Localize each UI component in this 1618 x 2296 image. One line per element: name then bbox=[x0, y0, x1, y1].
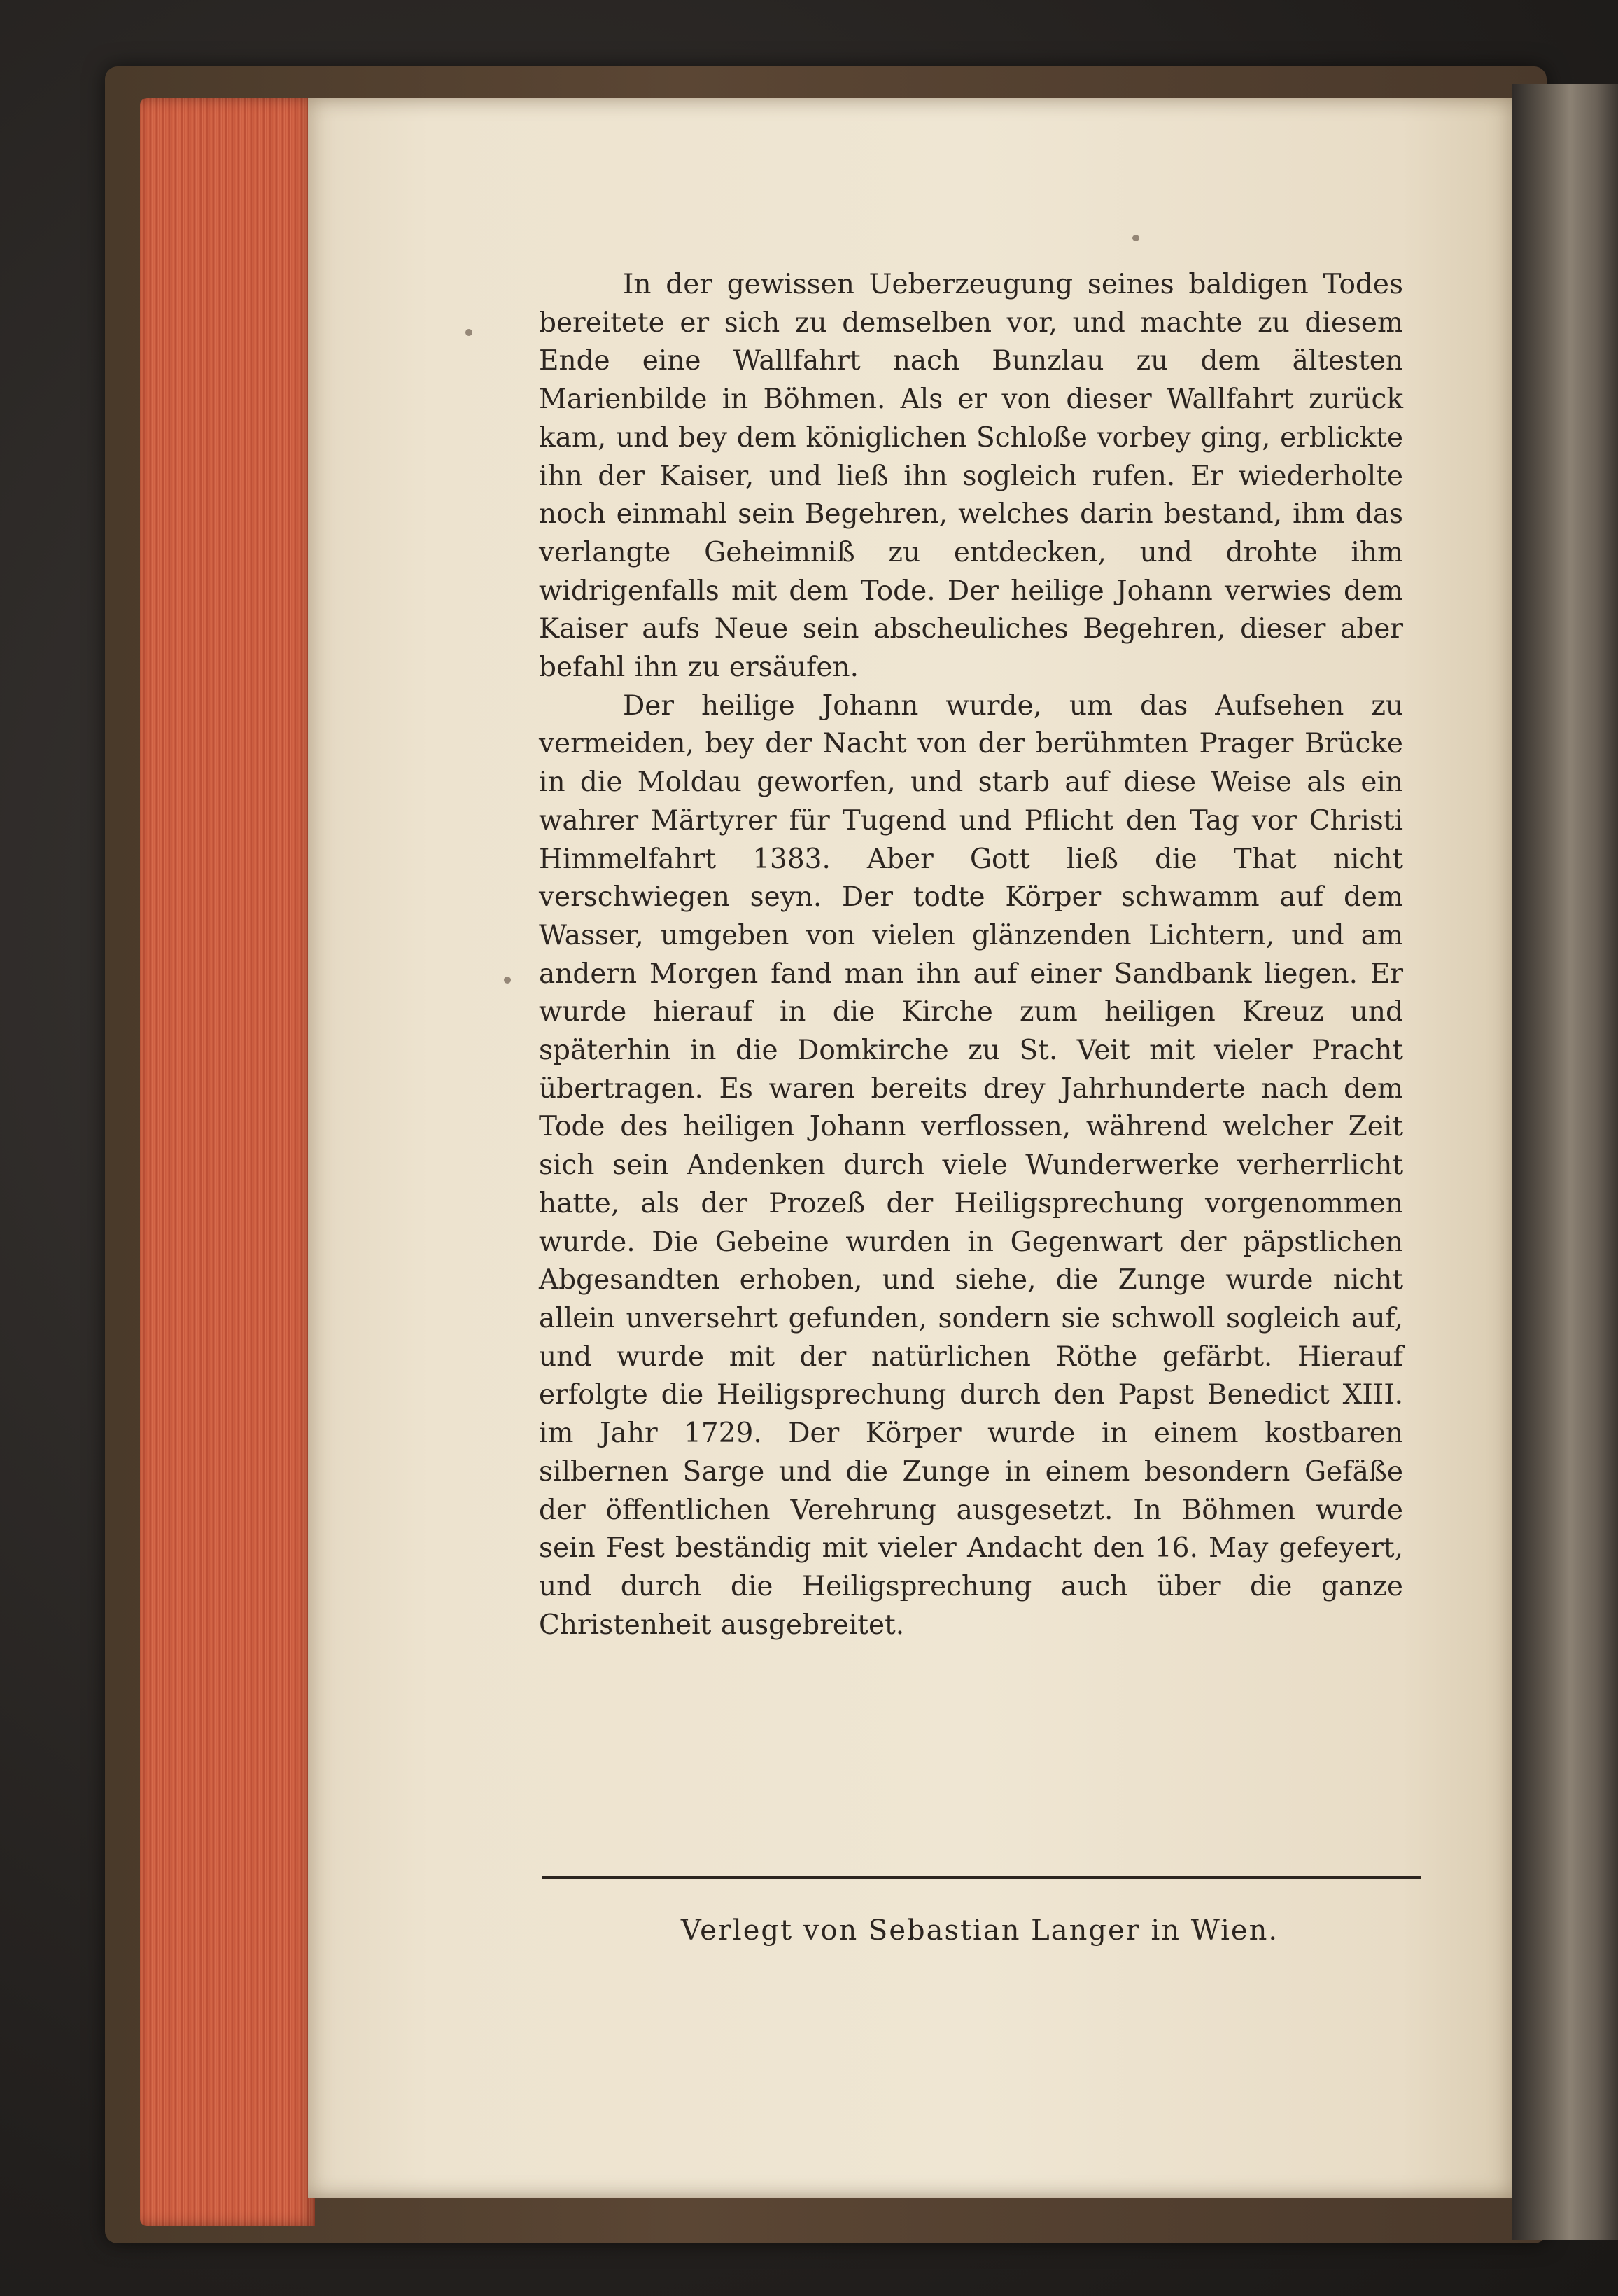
ink-speck bbox=[1132, 234, 1139, 241]
page-edges-red bbox=[140, 98, 315, 2226]
ink-speck bbox=[465, 329, 472, 336]
paragraph-2: Der heilige Johann wurde, um das Aufsehen zu vermeiden, bey der Nacht von der berühmten Prager Brücke in die Moldau geworfen, und starb auf diese Weise als ein wahrer Märtyrer für Tugend und Pflicht den Tag vor Christi Himmelfahrt 1383. Aber Gott ließ die That nicht verschwiegen seyn. Der todte Körper schwamm auf dem Wasser, umgeben von vielen glänzenden Lichtern, und am andern Morgen fand man ihn auf einer Sandbank liegen. Er wurde hierauf in die Kirche zum heiligen Kreuz und späterhin in die Domkirche zu St. Veit mit vieler Pracht übertragen. Es waren bereits drey Jahrhunderte nach dem Tode des heiligen Johann verflossen, während welcher Zeit sich sein Andenken durch viele Wunderwerke verherrlicht hatte, als der Prozeß der Heiligsprechung vorgenommen wurde. Die Gebeine wurden in Gegenwart der päpstlichen Abgesandten erhoben, und siehe, die Zunge wurde nicht allein unversehrt gefunden, sondern sie schwoll sogleich auf, und wurde mit der natürlichen Röthe gefärbt. Hierauf erfolgte die Heiligsprechung durch den Papst Benedict XIII. im Jahr 1729. Der Körper wurde in einem kostbaren silbernen Sarge und die Zunge in einem besondern Gefäße der öffentlichen Verehrung ausgesetzt. In Böhmen wurde sein Fest beständig mit vieler Andacht den 16. May gefeyert, und durch die Heiligsprechung auch über die ganze Christenheit ausgebreitet. bbox=[539, 690, 1403, 1641]
body-text bbox=[539, 266, 1403, 1644]
paragraph-1: In der gewissen Ueberzeugung seines baldigen Todes bereitete er sich zu demselben vor, und machte zu diesem Ende eine Wallfahrt nach Bunzlau zu dem ältesten Marienbilde in Böhmen. Als er von dieser Wallfahrt zurück kam, und bey dem königlichen Schloße vorbey ging, erblickte ihn der Kaiser, und ließ ihn sogleich rufen. Er wiederholte noch einmahl sein Begehren, welches darin bestand, ihm das verlangte Geheimniß zu entdecken, und drohte ihm widrigenfalls mit dem Tode. Der heilige Johann verwies dem Kaiser aufs Neue sein abscheuliches Begehren, dieser aber befahl ihn zu ersäufen. bbox=[539, 269, 1403, 684]
ink-speck bbox=[504, 976, 511, 983]
imprint-rule bbox=[542, 1876, 1421, 1879]
facing-page-gutter bbox=[1512, 84, 1618, 2240]
publisher-imprint: Verlegt von Sebastian Langer in Wien. bbox=[680, 1914, 1279, 1947]
